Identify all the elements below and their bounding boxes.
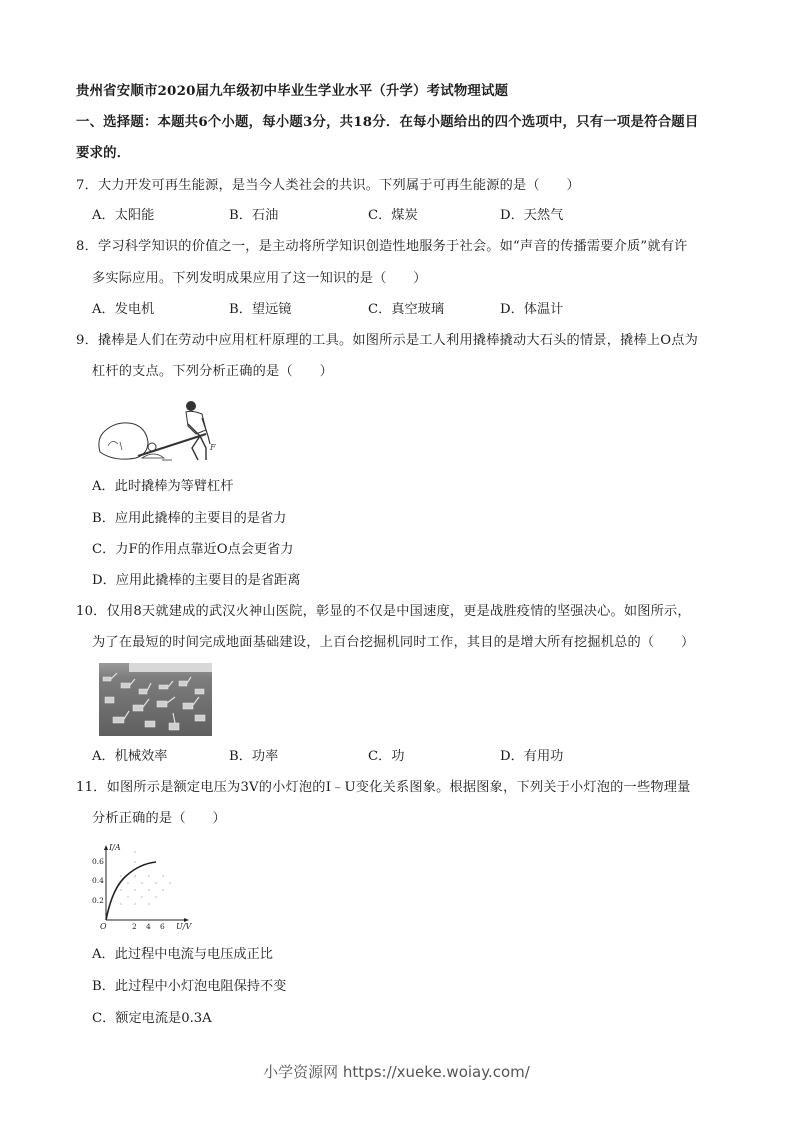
x-axis-label: U/V <box>176 922 192 931</box>
y-tick-0-4: 0.4 <box>92 876 104 885</box>
x-tick-4: 4 <box>146 922 151 931</box>
question-10-option-c: C．功 <box>368 749 405 764</box>
question-11-option-b: B．此过程中小灯泡电阻保持不变 <box>92 979 287 994</box>
y-tick-0-6: 0.6 <box>92 857 104 866</box>
x-tick-2: 2 <box>132 922 137 931</box>
question-7-option-b: B．石油 <box>229 208 279 223</box>
question-10-option-a: A．机械效率 <box>92 749 168 764</box>
question-8-stem-cont: 多实际应用。下列发明成果应用了这一知识的是（ ） <box>92 271 427 286</box>
question-9-option-d: D．应用此撬棒的主要目的是省距离 <box>92 573 301 588</box>
question-11-option-c: C．额定电流是0.3A <box>92 1011 212 1026</box>
question-9-option-b: B．应用此撬棒的主要目的是省力 <box>92 511 287 526</box>
question-11-stem-cont: 分析正确的是（ ） <box>92 811 226 826</box>
question-8-option-a: A．发电机 <box>92 302 155 317</box>
iu-graph-figure <box>88 840 198 932</box>
question-9-stem-cont: 杠杆的支点。下列分析正确的是（ ） <box>92 364 333 379</box>
y-axis-label: I/A <box>109 843 121 852</box>
question-7-option-d: D．天然气 <box>500 208 564 223</box>
question-7-option-a: A．太阳能 <box>92 208 155 223</box>
question-8-option-d: D．体温计 <box>500 302 564 317</box>
x-tick-6: 6 <box>160 922 165 931</box>
question-8-option-c: C．真空玻璃 <box>368 302 445 317</box>
question-7-stem: 7．大力开发可再生能源，是当今人类社会的共识。下列属于可再生能源的是（ ） <box>76 178 580 193</box>
question-8-stem: 8．学习科学知识的价值之一，是主动将所学知识创造性地服务于社会。如“声音的传播需要介质”就有许 <box>76 239 688 254</box>
question-11-option-a: A．此过程中电流与电压成正比 <box>92 947 273 962</box>
document-title: 贵州省安顺市2020届九年级初中毕业生学业水平（升学）考试物理试题 <box>76 83 509 99</box>
question-7-option-c: C．煤炭 <box>368 208 418 223</box>
question-11-stem: 11．如图所示是额定电压为3V的小灯泡的I﹣U变化关系图象。根据图象，下列关于小灯泡的一些物理量 <box>76 780 691 795</box>
question-9-stem: 9．撬棒是人们在劳动中应用杠杆原理的工具。如图所示是工人利用撬棒撬动大石头的情景，撬棒上O点为 <box>76 333 699 348</box>
crowbar-figure <box>92 390 222 468</box>
section-heading: 一、选择题：本题共6个小题，每小题3分，共18分．在每小题给出的四个选项中，只有一项是符合题目 <box>76 114 699 130</box>
origin-label: O <box>100 922 107 931</box>
section-heading-cont: 要求的． <box>76 145 131 161</box>
question-10-option-b: B．功率 <box>229 749 279 764</box>
force-label: F <box>210 443 216 452</box>
question-10-stem-cont: 为了在最短的时间完成地面基础建设，上百台挖掘机同时工作，其目的是增大所有挖掘机总的（ ） <box>92 635 695 650</box>
question-9-option-a: A．此时撬棒为等臂杠杆 <box>92 479 234 494</box>
question-8-option-b: B．望远镜 <box>229 302 292 317</box>
question-10-option-d: D．有用功 <box>500 749 564 764</box>
y-tick-0-2: 0.2 <box>92 896 104 905</box>
question-9-option-c: C．力F的作用点靠近O点会更省力 <box>92 542 294 557</box>
footer-watermark: 小学资源网 https://xueke.woiay.com/ <box>263 1063 530 1081</box>
excavators-photo <box>99 663 212 736</box>
question-10-stem: 10．仅用8天就建成的武汉火神山医院，彰显的不仅是中国速度，更是战胜疫情的坚强决心。如图所示， <box>76 604 691 619</box>
